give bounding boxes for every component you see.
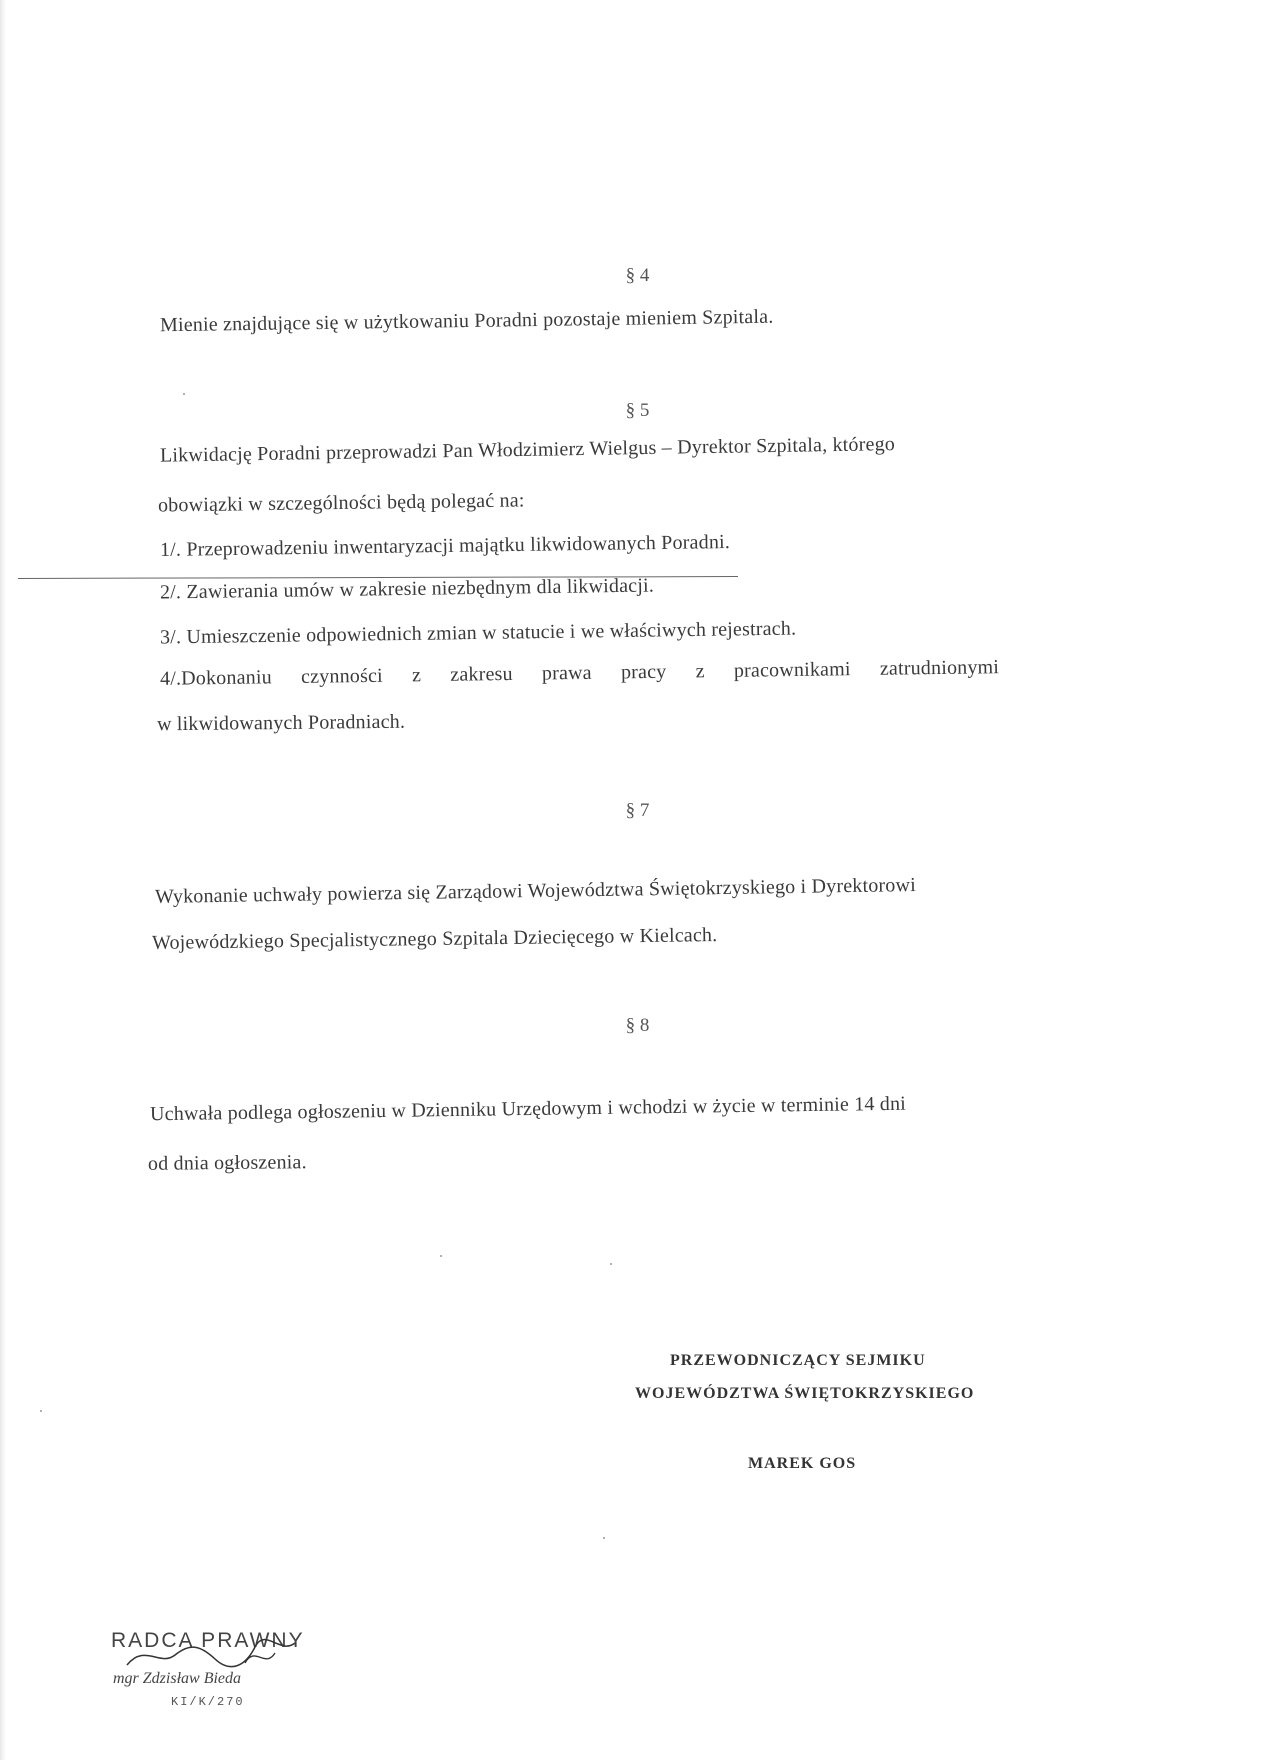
stamp-signature-graphic <box>105 1625 345 1715</box>
scan-speck <box>603 1537 605 1539</box>
section-heading-7: § 7 <box>625 800 650 821</box>
section-5-item-1: 1/. Przeprowadzeniu inwentaryzacji majątku likwidowanych Poradni. <box>159 531 731 561</box>
svg-text:mgr Zdzisław Bieda: mgr Zdzisław Bieda <box>113 1670 242 1687</box>
section-8-line-1: Uchwała podlega ogłoszeniu w Dzienniku Urzędowym i wchodzi w życie w terminie 14 dni <box>149 1092 907 1126</box>
section-7-line-1: Wykonanie uchwały powierza się Zarządowi Województwa Świętokrzyskiego i Dyrektorowi <box>154 874 917 908</box>
section-5-item-3: 3/. Umieszczenie odpowiednich zmian w statucie i we właściwych rejestrach. <box>159 617 797 649</box>
section-heading-8: § 8 <box>625 1015 650 1036</box>
scan-speck <box>440 1255 442 1257</box>
section-4-text: Mienie znajdujące się w użytkowaniu Poradni pozostaje mieniem Szpitala. <box>159 305 774 337</box>
scan-speck <box>610 1263 612 1265</box>
section-7-line-2: Wojewódzkiego Specjalistycznego Szpitala Dziecięcego w Kielcach. <box>151 924 718 954</box>
scan-speck <box>183 393 185 395</box>
signature-title-line-1: PRZEWODNICZĄCY SEJMIKU <box>670 1352 926 1369</box>
section-heading-4: § 4 <box>625 265 650 286</box>
section-5-item-2: 2/. Zawierania umów w zakresie niezbędnym dla likwidacji. <box>159 574 655 604</box>
svg-text:KI/K/270: KI/K/270 <box>171 1695 245 1709</box>
signature-name: MAREK GOS <box>748 1455 857 1472</box>
svg-text:RADCA PRAWNY: RADCA PRAWNY <box>111 1629 305 1652</box>
section-5-line-last: w likwidowanych Poradniach. <box>156 710 406 736</box>
signature-title-line-2: WOJEWÓDZTWA ŚWIĘTOKRZYSKIEGO <box>635 1385 975 1402</box>
section-heading-5: § 5 <box>625 400 650 421</box>
section-8-line-2: od dnia ogłoszenia. <box>147 1151 307 1175</box>
legal-advisor-stamp <box>105 1625 345 1715</box>
scan-edge-shadow <box>0 0 6 1760</box>
scan-speck <box>40 1410 42 1412</box>
section-5-line-2: obowiązki w szczególności będą polegać na: <box>157 489 525 517</box>
section-5-item-4: 4/.Dokonaniu czynności z zakresu prawa pracy z pracownikami zatrudnionymi <box>159 656 1000 690</box>
section-5-line-1: Likwidację Poradni przeprowadzi Pan Włodzimierz Wielgus – Dyrektor Szpitala, którego <box>159 433 896 467</box>
